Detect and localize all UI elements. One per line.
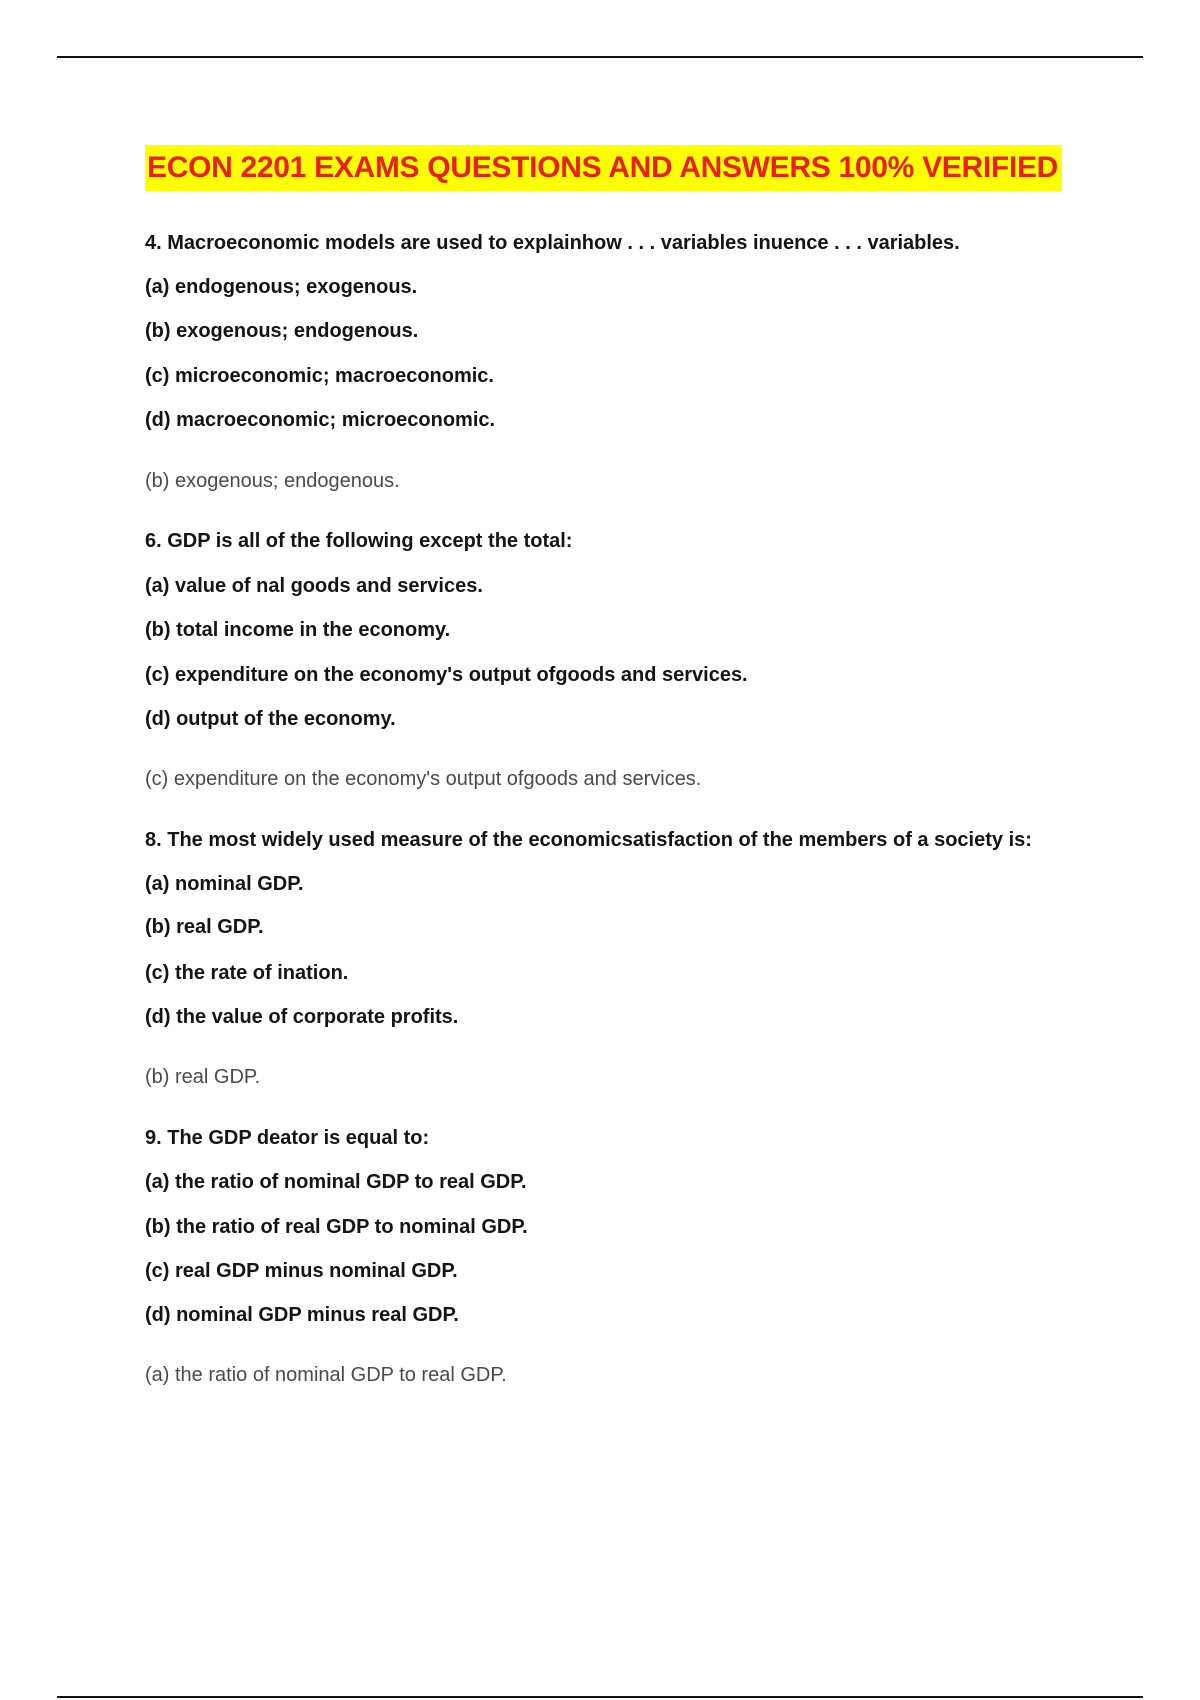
option-item: (a) the ratio of nominal GDP to real GDP. [145,1171,527,1193]
top-rule [57,56,1143,58]
answer-text: (b) exogenous; endogenous. [145,470,400,492]
option-item: (d) output of the economy. [145,708,396,730]
option-item: (b) total income in the economy. [145,619,451,641]
option-item: (c) the rate of ination. [145,962,349,984]
option-item: (d) the value of corporate profits. [145,1006,459,1028]
option-item: (c) expenditure on the economy's output ofgoods and services. [145,664,748,686]
option-item: (b) exogenous; endogenous. [145,320,419,342]
option-item: (a) value of nal goods and services. [145,575,483,597]
question-text: 8. The most widely used measure of the economicsatisfaction of the members of a society is: [145,829,1032,851]
option-item: (a) nominal GDP. [145,873,304,895]
option-item: (c) microeconomic; macroeconomic. [145,365,494,387]
title-highlight [145,145,1062,191]
question-text: 4. Macroeconomic models are used to explainhow . . . variables inuence . . . variables. [145,232,960,254]
document-title: ECON 2201 EXAMS QUESTIONS AND ANSWERS 100% VERIFIED [147,151,1059,184]
answer-text: (a) the ratio of nominal GDP to real GDP. [145,1364,507,1386]
option-item: (c) real GDP minus nominal GDP. [145,1260,458,1282]
question-text: 9. The GDP deator is equal to: [145,1127,430,1149]
answer-text: (c) expenditure on the economy's output ofgoods and services. [145,768,702,790]
option-item: (d) nominal GDP minus real GDP. [145,1304,459,1326]
question-text: 6. GDP is all of the following except the total: [145,530,573,552]
option-item: (b) the ratio of real GDP to nominal GDP. [145,1216,528,1238]
option-item: (d) macroeconomic; microeconomic. [145,409,496,431]
option-item: (a) endogenous; exogenous. [145,276,418,298]
answer-text: (b) real GDP. [145,1066,261,1088]
option-item: (b) real GDP. [145,916,264,938]
bottom-rule [57,1696,1143,1698]
